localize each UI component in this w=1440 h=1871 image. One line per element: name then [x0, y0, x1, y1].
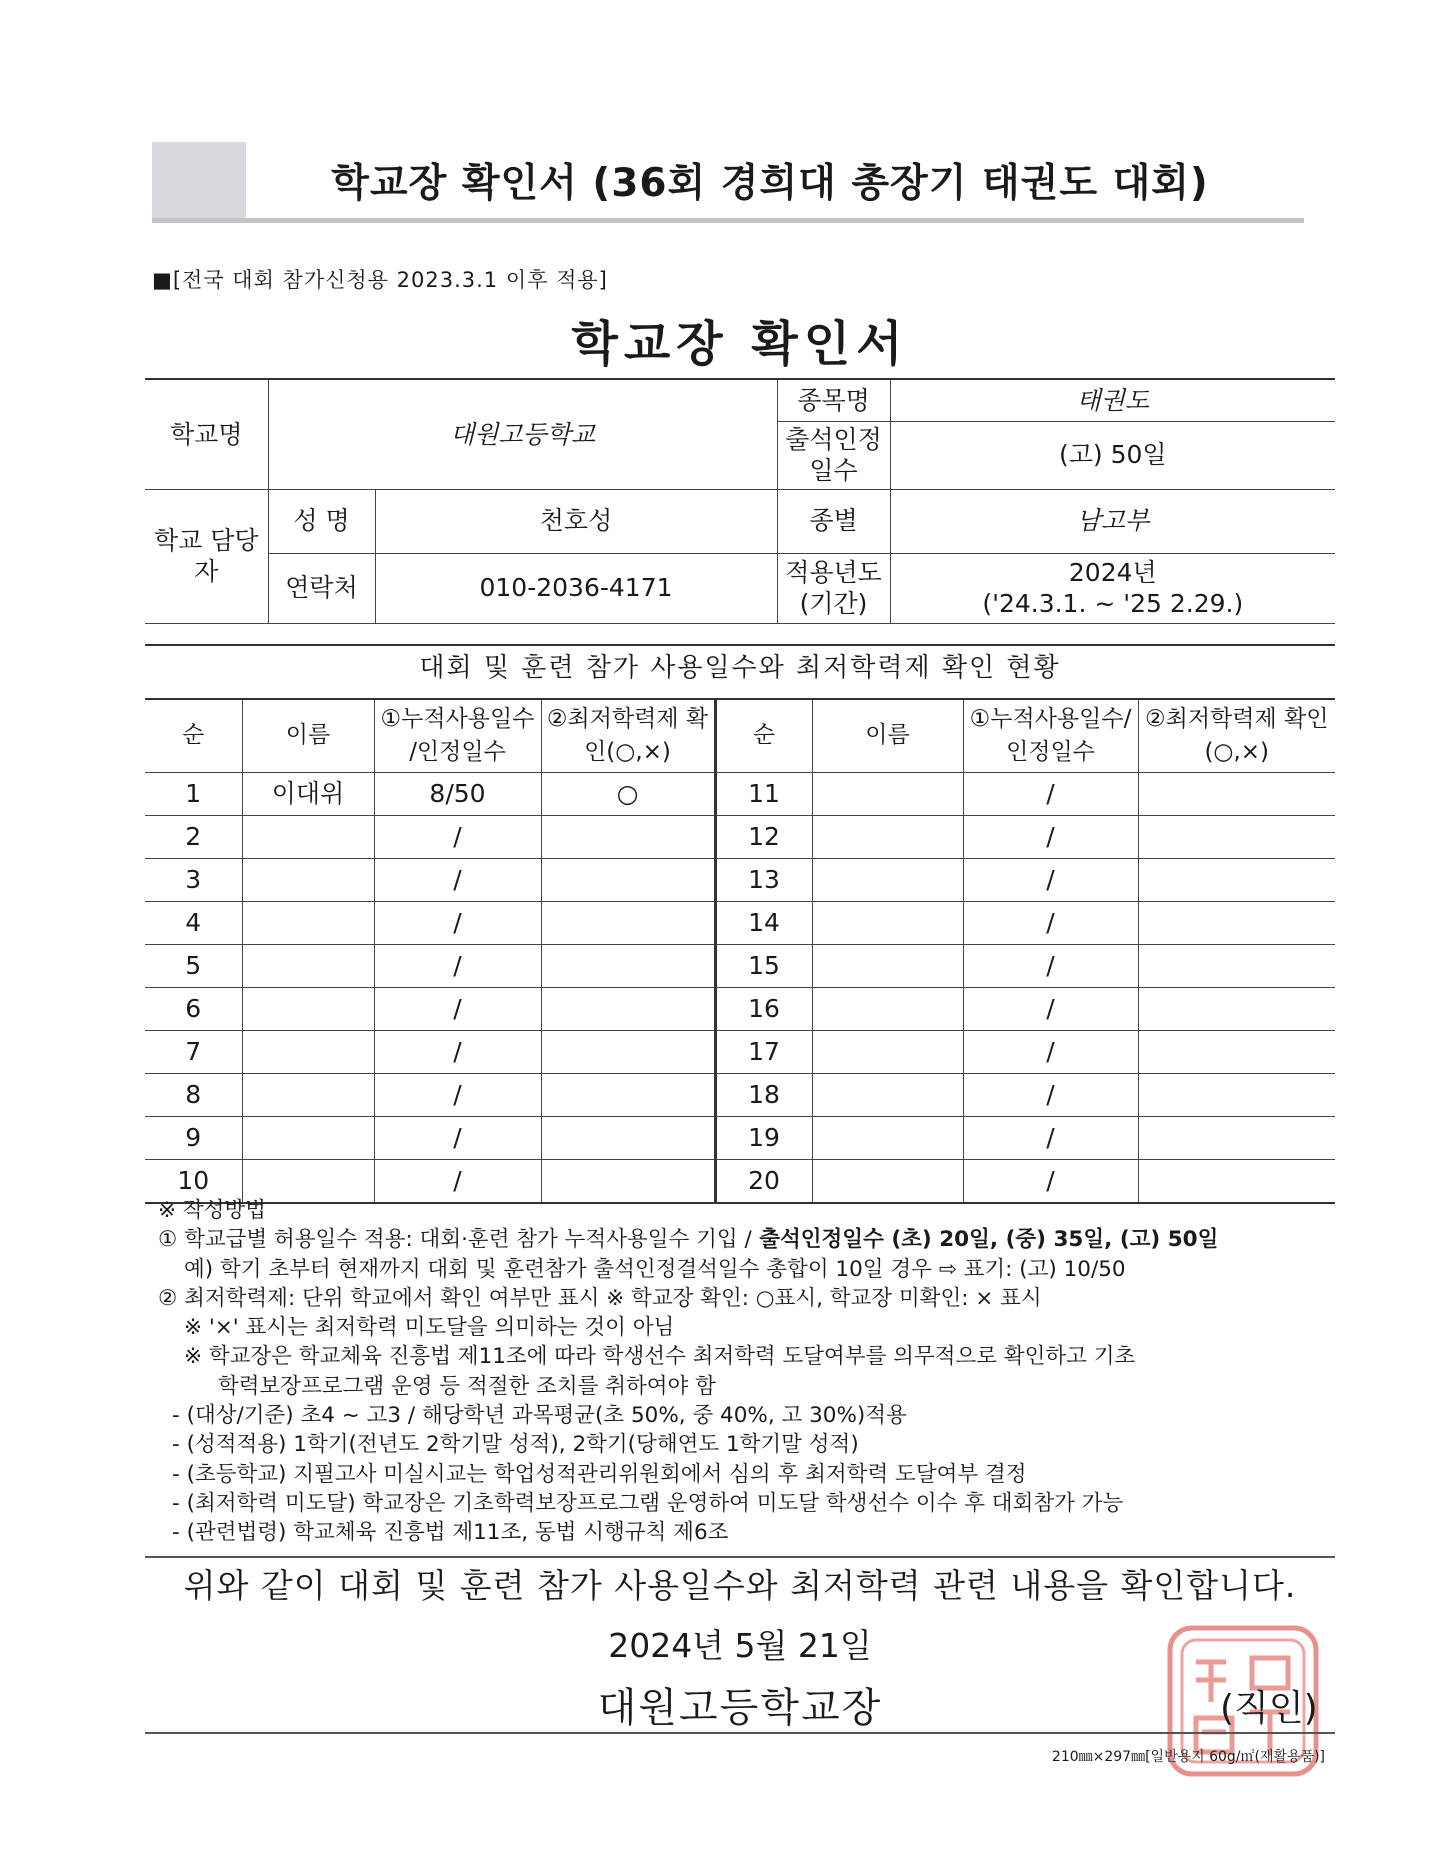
order-cell: 2	[145, 816, 242, 859]
order-cell: 4	[145, 902, 242, 945]
attendance-days-label: 출석인정 일수	[777, 421, 890, 489]
check-cell	[541, 1074, 715, 1117]
student-name-cell	[812, 902, 963, 945]
year-value: 2024년	[1068, 557, 1157, 587]
form-title: 학교장 확인서	[571, 316, 909, 372]
col-days-right: ①누적사용일수/ 인정일수	[963, 699, 1138, 773]
check-cell	[1138, 1031, 1335, 1074]
check-cell	[541, 816, 715, 859]
days-cell: /	[374, 945, 541, 988]
seal-label: (직인)	[1220, 1688, 1318, 1729]
school-name-value: 대원고등학교	[268, 379, 777, 489]
table-row	[145, 1117, 1335, 1160]
days-cell: /	[963, 859, 1138, 902]
staff-name-value: 천호성	[375, 489, 777, 553]
days-cell: /	[963, 1031, 1138, 1074]
confirmation-statement: 위와 같이 대회 및 훈련 참가 사용일수와 최저학력 관련 내용을 확인합니다.	[183, 1566, 1297, 1605]
order-cell: 18	[715, 1074, 812, 1117]
days-cell: /	[963, 816, 1138, 859]
days-cell: /	[963, 902, 1138, 945]
order-cell: 20	[715, 1160, 812, 1204]
check-cell	[541, 902, 715, 945]
table-row	[145, 1074, 1335, 1117]
instruction-item-1-bold: 출석인정일수 (초) 20일, (중) 35일, (고) 50일	[751, 1227, 1219, 1253]
table-row	[145, 859, 1335, 902]
check-cell	[541, 988, 715, 1031]
instruction-item-2-note-2-cont: 학력보장프로그램 운영 등 적절한 조치를 취하여야 함	[218, 1373, 716, 1399]
check-cell	[1138, 1117, 1335, 1160]
application-year-label: 적용년도 (기간)	[777, 553, 890, 623]
notes-divider	[145, 1556, 1335, 1558]
col-order-left: 순	[145, 699, 242, 773]
table-row	[145, 1031, 1335, 1074]
school-info-table	[145, 378, 1335, 624]
check-cell	[541, 859, 715, 902]
signature-date: 2024년 5월 21일	[608, 1626, 872, 1665]
order-cell: 17	[715, 1031, 812, 1074]
order-cell: 1	[145, 773, 242, 816]
header-divider	[152, 218, 1304, 223]
instruction-bullet: - (대상/기준) 초4 ~ 고3 / 해당학년 과목평균(초 50%, 중 40%, 고 30%)적용	[172, 1403, 907, 1429]
staff-name-label: 성 명	[268, 489, 375, 553]
student-name-cell	[812, 859, 963, 902]
days-cell: /	[963, 988, 1138, 1031]
order-cell: 10	[145, 1160, 242, 1204]
order-cell: 8	[145, 1074, 242, 1117]
student-name-cell	[812, 1074, 963, 1117]
student-name-cell	[242, 1031, 374, 1074]
order-cell: 5	[145, 945, 242, 988]
bottom-divider	[145, 1732, 1335, 1734]
student-name-cell: 이대위	[242, 773, 374, 816]
instruction-bullet: - (최저학력 미도달) 학교장은 기초학력보장프로그램 운영하여 미도달 학생선수 이수 후 대회참가 가능	[172, 1490, 1124, 1516]
table-row	[145, 816, 1335, 859]
student-name-cell	[812, 945, 963, 988]
attendance-days-value: (고) 50일	[890, 421, 1335, 489]
sport-label: 종목명	[777, 379, 890, 421]
check-cell	[1138, 902, 1335, 945]
roster-table	[145, 698, 1335, 1204]
student-name-cell	[242, 902, 374, 945]
document-header-title: 학교장 확인서 (36회 경희대 총장기 태권도 대회)	[331, 161, 1209, 206]
student-name-cell	[242, 1074, 374, 1117]
check-cell	[1138, 859, 1335, 902]
days-cell: /	[374, 988, 541, 1031]
student-name-cell	[242, 816, 374, 859]
instruction-item-1	[158, 1225, 1328, 1254]
order-cell: 7	[145, 1031, 242, 1074]
sport-value: 태권도	[890, 379, 1335, 421]
days-cell: /	[963, 773, 1138, 816]
paper-spec: 210㎜×297㎜[일반용지 60g/㎡(재활용품)]	[1051, 1749, 1325, 1765]
instruction-bullet: - (초등학교) 지필고사 미실시교는 학업성적관리위원회에서 심의 후 최저학력 도달여부 결정	[172, 1461, 1027, 1487]
instruction-item-1-example: 예) 학기 초부터 현재까지 대회 및 훈련참가 출석인정결석일수 총합이 10일 경우 ⇨ 표기: (고) 10/50	[184, 1256, 1126, 1282]
order-cell: 12	[715, 816, 812, 859]
check-cell: ○	[541, 773, 715, 816]
days-cell: /	[963, 1160, 1138, 1204]
check-cell	[1138, 988, 1335, 1031]
col-order-right: 순	[715, 699, 812, 773]
student-name-cell	[812, 773, 963, 816]
col-check-right: ②최저학력제 확인(○,×)	[1138, 699, 1335, 773]
days-cell: /	[374, 1160, 541, 1204]
days-cell: /	[374, 1074, 541, 1117]
student-name-cell	[812, 1117, 963, 1160]
category-value: 남고부	[890, 489, 1335, 553]
days-cell: /	[963, 1074, 1138, 1117]
check-cell	[1138, 773, 1335, 816]
instructions	[158, 1196, 1328, 1548]
check-cell	[541, 945, 715, 988]
instruction-item-2: ② 최저학력제: 단위 학교에서 확인 여부만 표시 ※ 학교장 확인: ○표시, 학교장 미확인: × 표시	[158, 1285, 1042, 1311]
staff-label: 학교 담당자	[145, 489, 268, 623]
days-cell: /	[374, 859, 541, 902]
order-cell: 19	[715, 1117, 812, 1160]
table-row	[145, 945, 1335, 988]
order-cell: 11	[715, 773, 812, 816]
order-cell: 9	[145, 1117, 242, 1160]
days-cell: /	[374, 816, 541, 859]
application-notice: ■[전국 대회 참가신청용 2023.3.1 이후 적용]	[152, 268, 608, 292]
student-name-cell	[812, 816, 963, 859]
check-cell	[1138, 816, 1335, 859]
check-cell	[1138, 945, 1335, 988]
days-cell: /	[963, 1117, 1138, 1160]
order-cell: 16	[715, 988, 812, 1031]
contact-value: 010-2036-4171	[375, 553, 777, 623]
days-cell: /	[374, 1117, 541, 1160]
check-cell	[1138, 1074, 1335, 1117]
col-days-left: ①누적사용일수 /인정일수	[374, 699, 541, 773]
order-cell: 14	[715, 902, 812, 945]
table-row	[145, 773, 1335, 816]
principal-title: 대원고등학교장	[597, 1685, 883, 1731]
student-name-cell	[242, 988, 374, 1031]
order-cell: 13	[715, 859, 812, 902]
order-cell: 6	[145, 988, 242, 1031]
contact-label: 연락처	[268, 553, 375, 623]
student-name-cell	[242, 945, 374, 988]
student-name-cell	[812, 988, 963, 1031]
order-cell: 15	[715, 945, 812, 988]
days-cell: /	[374, 1031, 541, 1074]
check-cell	[541, 1117, 715, 1160]
days-cell: /	[963, 945, 1138, 988]
instruction-item-2-note-2: ※ 학교장은 학교체육 진흥법 제11조에 따라 학생선수 최저학력 도달여부를 의무적으로 확인하고 기초	[184, 1344, 1136, 1370]
section-title: 대회 및 훈련 참가 사용일수와 최저학력제 확인 현황	[145, 644, 1335, 690]
table-row	[145, 988, 1335, 1031]
col-name-left: 이름	[242, 699, 374, 773]
school-name-label: 학교명	[145, 379, 268, 489]
table-row	[145, 902, 1335, 945]
col-check-left: ②최저학력제 확인(○,×)	[541, 699, 715, 773]
order-cell: 3	[145, 859, 242, 902]
instruction-bullet: - (성적적용) 1학기(전년도 2학기말 성적), 2학기(당해연도 1학기말 성적)	[172, 1432, 859, 1458]
days-cell: /	[374, 902, 541, 945]
instruction-item-2-note-1: ※ '×' 표시는 최저학력 미도달을 의미하는 것이 아님	[184, 1315, 675, 1341]
period-value: ('24.3.1. ~ '25 2.29.)	[982, 589, 1244, 618]
student-name-cell	[242, 859, 374, 902]
check-cell	[541, 1031, 715, 1074]
col-name-right: 이름	[812, 699, 963, 773]
instructions-heading: ※ 작성방법	[158, 1198, 266, 1223]
student-name-cell	[242, 1117, 374, 1160]
days-cell: 8/50	[374, 773, 541, 816]
application-year-value	[890, 553, 1335, 623]
category-label: 종별	[777, 489, 890, 553]
student-name-cell	[812, 1031, 963, 1074]
header-gray-block	[152, 142, 246, 220]
instruction-item-1-text: ① 학교급별 허용일수 적용: 대회·훈련 참가 누적사용일수 기입 /	[158, 1227, 752, 1253]
instruction-bullet: - (관련법령) 학교체육 진흥법 제11조, 동법 시행규칙 제6조	[172, 1520, 729, 1546]
